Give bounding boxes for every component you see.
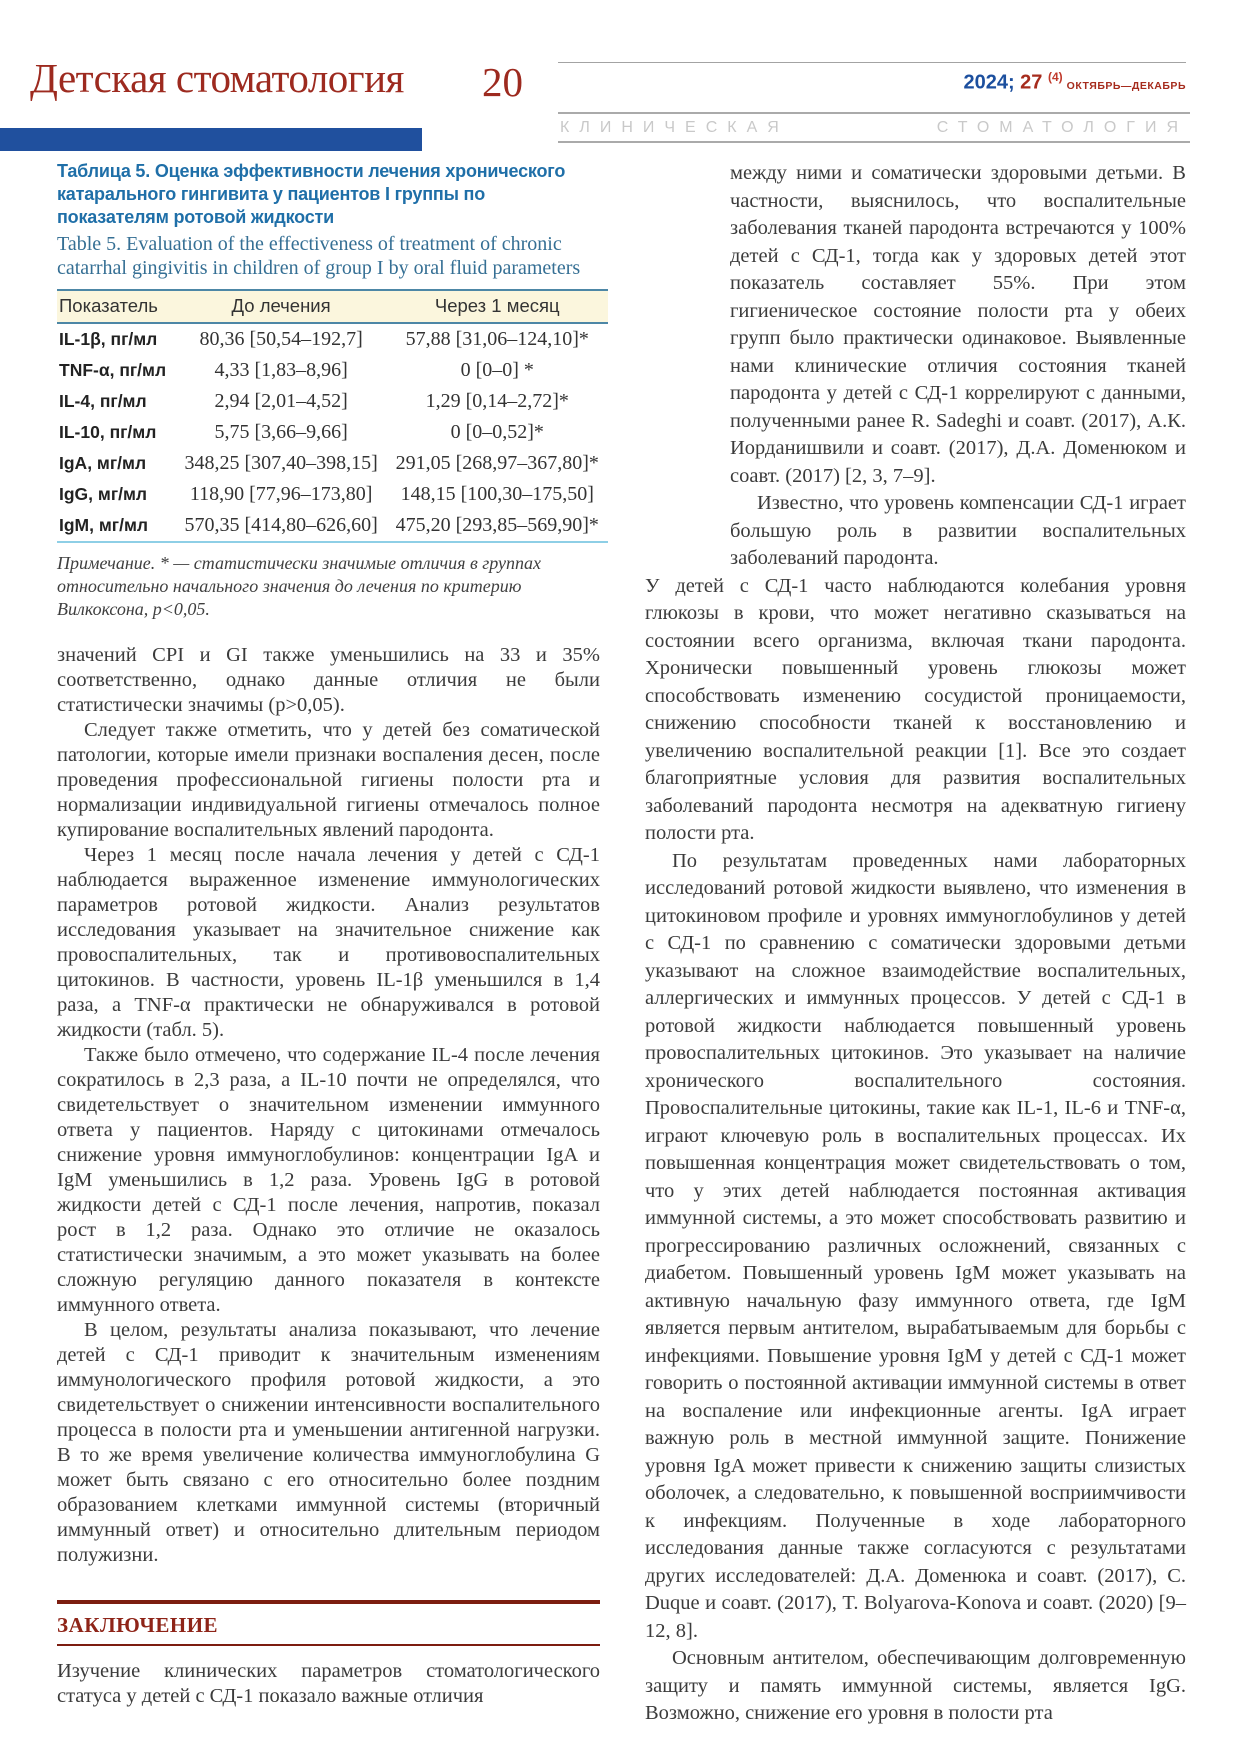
title-underline-bar (0, 128, 422, 151)
right-narrow-block (730, 160, 1186, 573)
value-before: 80,36 [50,54–192,7] (199, 328, 363, 350)
value-before: 5,75 [3,66–9,66] (214, 421, 348, 443)
row-label: IgM, мг/мл (59, 515, 149, 535)
table-caption-ru: Таблица 5. Оценка эффективности лечения хронического катарального гингивита у пациентов I группы по показателям ротовой жидкости (57, 161, 566, 227)
journal-title: Детская стоматология (30, 55, 404, 101)
row-label: IL-1β, пг/мл (59, 329, 158, 349)
page-number: 20 (482, 59, 523, 105)
issue-line (558, 66, 1186, 97)
table-head (57, 290, 608, 323)
paragraph: Следует также отметить, что у детей без соматической патологии, которые имели признаки воспаления десен, после проведения профессиональной гигиены полости рта и нормализации индивидуальной гигиены отмечалось полное купирование воспалительных явлений пародонта. (57, 719, 600, 841)
row-label: IL-4, пг/мл (59, 391, 147, 411)
value-before: 118,90 [77,96–173,80] (189, 483, 373, 505)
row-label: IgA, мг/мл (59, 453, 147, 473)
table-row (57, 510, 608, 542)
table-row (57, 479, 608, 510)
value-after: 0 [0–0,52]* (450, 421, 544, 443)
left-body-text (57, 643, 600, 1568)
value-before: 348,25 [307,40–398,15] (184, 452, 378, 474)
table-caption-en: Table 5. Evaluation of the effectiveness of treatment of chronic catarrhal gingivitis in children of group I by oral fluid parameters (57, 233, 581, 279)
col-header-before: До лечения (231, 295, 331, 316)
left-column (57, 160, 600, 1730)
value-after: 291,05 [268,97–367,80]* (395, 452, 599, 474)
col-header-parameter: Показатель (59, 295, 158, 316)
section-word-1: КЛИНИЧЕСКАЯ (560, 119, 789, 136)
conclusion-heading: ЗАКЛЮЧЕНИЕ (57, 1604, 600, 1646)
paragraph: значений CPI и GI также уменьшились на 33 и 35% соответственно, однако данные отличия не были статистически значимы (p>0,05). (57, 644, 600, 716)
paragraph: В целом, результаты анализа показывают, что лечение детей с СД-1 приводит к значительным изменениям иммунологического профиля ротовой жидкости, а это свидетельствует о снижении интенсивности воспалительного процесса в полости рта и уменьшении антигенной нагрузки. В то же время увеличение количества иммуноглобулина G может быть связано с его относительно более поздним образованием клетками иммунной системы (вторичный иммунный ответ) и относительно длительным периодом полужизни. (57, 1319, 600, 1566)
value-before: 2,94 [2,01–4,52] (214, 390, 348, 412)
table-row (57, 323, 608, 355)
paragraph: Известно, что уровень компенсации СД-1 играет большую роль в развитии воспалительных заболеваний пародонта. (730, 492, 1186, 569)
section-band (558, 112, 1190, 143)
paragraph: между ними и соматически здоровыми детьми. В частности, выяснилось, что воспалительные заболевания тканей пародонта встречаются у 100% детей с СД-1, тогда как у здоровых детей этот показатель составляет 55%. При этом гигиеническое состояние полости рта у обеих групп было практически одинаковое. Выявленные нами клинические отличия состояния тканей пародонта у детей с СД-1 коррелируют с данными, полученными ранее R. Sadeghi и соавт. (2017), А.К. Иорданишвили и соавт. (2017), Д.А. Доменюком и соавт. (2017) [2, 3, 7–9]. (730, 162, 1186, 487)
value-before: 570,35 [414,80–626,60] (184, 514, 378, 536)
value-after: 1,29 [0,14–2,72]* (425, 390, 569, 412)
paragraph: Через 1 месяц после начала лечения у детей с СД-1 наблюдается выраженное изменение иммунологических параметров ротовой жидкости. Анализ результатов исследования указывает на значительное снижение как провоспалительных, так и противовоспалительных цитокинов. В частности, уровень IL-1β уменьшился в 1,4 раза, а TNF-α практически не обнаруживался в ротовой жидкости (табл. 5). (57, 844, 600, 1041)
paragraph: Также было отмечено, что содержание IL-4 после лечения сократилось в 2,3 раза, а IL-10 почти не определялся, что свидетельствует о значительном изменении иммунного ответа у пациентов. Наряду с цитокинами отмечалось снижение уровня иммуноглобулинов: концентрации IgA и IgM уменьшились в 1,2 раза. Уровень IgG в ротовой жидкости детей с СД-1 после лечения, напротив, показал рост в 1,2 раза. Однако это отличие не оказалось статистически значимым, а это может указывать на более сложную регуляцию данного показателя в контексте иммунного ответа. (57, 1044, 600, 1316)
issue-year: 2024; (963, 71, 1015, 94)
value-after: 0 [0–0] * (460, 359, 534, 381)
right-column (645, 160, 1186, 1728)
row-label: IgG, мг/мл (59, 484, 148, 504)
table-row (57, 448, 608, 479)
conclusion-paragraph: Изучение клинических параметров стоматологического статуса у детей с СД-1 показало важные отличия (57, 1660, 600, 1707)
results-table (57, 289, 608, 543)
table-row (57, 355, 608, 386)
value-after: 148,15 [100,30–175,50] (400, 483, 594, 505)
value-after: 475,20 [293,85–569,90]* (395, 514, 599, 536)
issue-months: ОКТЯБРЬ—ДЕКАБРЬ (1066, 79, 1186, 92)
col-header-after: Через 1 месяц (434, 295, 560, 316)
header-rule (558, 62, 1186, 63)
paragraph: По результатам проведенных нами лабораторных исследований ротовой жидкости выявлено, что изменения в цитокиновом профиле и уровнях иммуноглобулинов у детей с СД-1 по сравнению с соматически здоровыми детьми указывают на сложное взаимодействие воспалительных, аллергических и иммунных процессов. У детей с СД-1 в ротовой жидкости наблюдается повышенный уровень провоспалительных цитокинов. Это указывает на наличие хронического воспалительного состояния. Провоспалительные цитокины, такие как IL-1, IL-6 и TNF-α, играют ключевую роль в воспалительных процессах. Их повышенная концентрация может свидетельствовать о том, что у этих детей наблюдается постоянная активация иммунной системы, а это может способствовать развитию и прогрессированию различных осложнений, связанных с диабетом. Повышенный уровень IgM может указывать на активную начальную фазу иммунного ответа, где IgM является первым антителом, вырабатываемым для борьбы с инфекциями. Повышение уровня IgM у детей с СД-1 может говорить о постоянной активации иммунной системы в ответ на воспаление или инфекционные агенты. IgA играет важную роль в местной иммунной защите. Понижение уровня IgA может привести к снижению защиты слизистых оболочек, а следовательно, к повышенной восприимчивости к инфекциям. Полученные в ходе лабораторного исследования данные также согласуются с результатами других исследователей: Д.А. Доменюка и соавт. (2017), C. Duque и соавт. (2017), T. Bolyarova-Konova и соавт. (2020) [9–12, 8]. (645, 849, 1186, 1642)
table-row (57, 386, 608, 417)
value-before: 4,33 [1,83–8,96] (214, 359, 348, 381)
section-word-2: СТОМАТОЛОГИЯ (936, 119, 1188, 136)
table-body (57, 323, 608, 542)
row-label: IL-10, пг/мл (59, 422, 157, 442)
table-note: Примечание. * — статистически значимые отличия в группах относительно начального значения до лечения по критерию Вилкоксона, p<0,05. (57, 553, 542, 619)
table-row (57, 417, 608, 448)
table-header-row (57, 290, 608, 323)
paragraph: У детей с СД-1 часто наблюдаются колебания уровня глюкозы в крови, что может негативно сказываться на состоянии всего организма, включая ткани пародонта. Хронически повышенный уровень глюкозы может способствовать изменению сосудистой проницаемости, снижению способности тканей к восстановлению и увеличению воспалительной реакции [1]. Все это создает благоприятные условия для развития воспалительных заболеваний пародонта несмотря на адекватную гигиену полости рта. (645, 574, 1186, 844)
value-after: 57,88 [31,06–124,10]* (405, 328, 589, 350)
row-label: TNF-α, пг/мл (59, 360, 167, 380)
paragraph: Основным антителом, обеспечивающим долговременную защиту и память иммунной системы, является IgG. Возможно, снижение его уровня в полости рта (645, 1647, 1186, 1724)
issue-volume: 27 (1020, 71, 1043, 94)
issue-number: (4) (1047, 70, 1063, 84)
